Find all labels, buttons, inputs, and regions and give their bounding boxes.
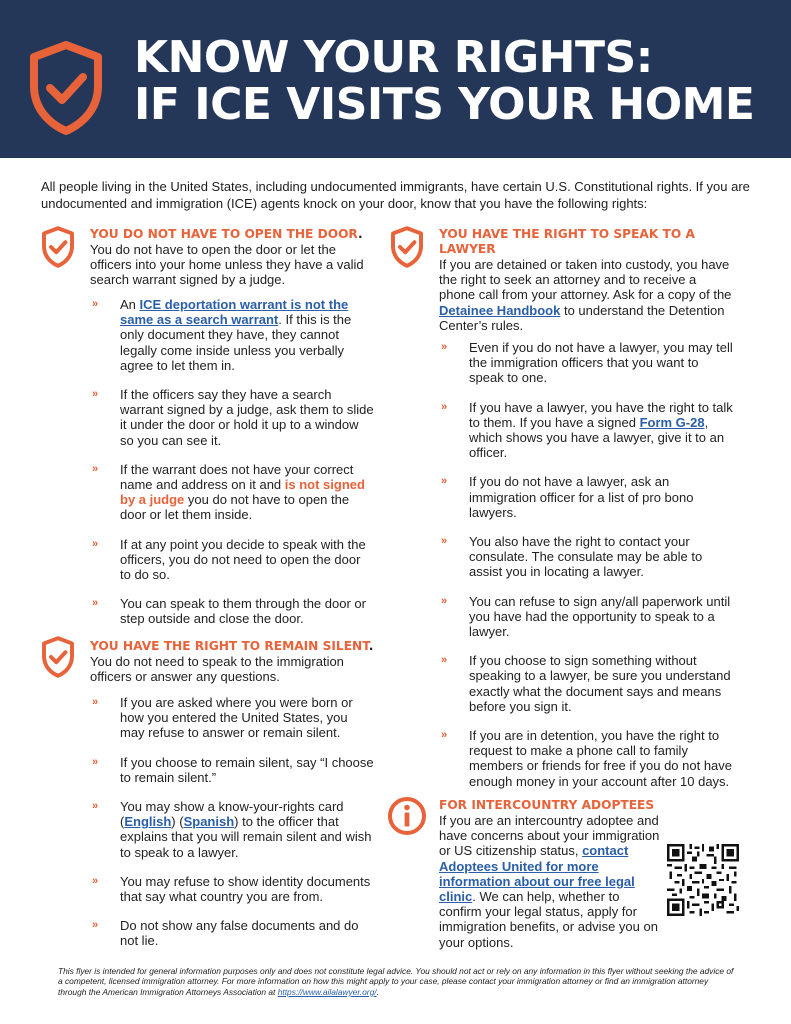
legal-disclaimer: This flyer is intended for general information purposes only and does not constitute legal advice. You should not act or rely on any information in this flyer without seeking the advice of a competent, licensed immigration attorney. For more information on how this might apply to your case, please contact your immigration attorney or find an immigration attorney through the American Immigration Attorneys Association at https://www.ailalawyer.org/. [58, 966, 734, 997]
section-text: You do not have to open the door or let the officers into your home unless they have a valid search warrant signed by a judge. [90, 242, 364, 288]
list-item: » If you are asked where you were born or how you entered the United States, you may refuse to answer or remain silent. [92, 695, 353, 741]
shield-check-icon [40, 636, 76, 678]
shield-check-icon [40, 226, 76, 268]
door-bullet-list [92, 297, 374, 627]
list-item: » If at any point you decide to speak with the officers, you do not need to open the door to do so. [92, 536, 366, 583]
qr-code-icon[interactable] [667, 844, 739, 916]
silent-bullet-list [92, 695, 374, 949]
section-text: You do not need to speak to the immigration officers or answer any questions. [90, 654, 344, 685]
list-item: » You may show a know-your-rights card (English) (Spanish) to the officer that explains that you will remain silent and wish to speak to a lawyer. [92, 799, 372, 860]
list-item: » If the officers say they have a search warrant signed by a judge, ask them to slide it under the door or hold it up to a window so you can see it. [92, 387, 374, 448]
section-heading: YOU DO NOT HAVE TO OPEN THE DOOR. [90, 227, 363, 241]
form-g28-link[interactable]: Form G-28 [639, 414, 705, 430]
lawyer-bullet-list [441, 340, 736, 789]
list-item: » If you choose to sign something without speaking to a lawyer, be sure you understand exactly what the document says and means before you sign it. [441, 653, 731, 714]
header-banner [0, 0, 791, 158]
list-item: » You can speak to them through the door or step outside and close the door. [92, 596, 366, 627]
section-speak-to-lawyer [439, 227, 735, 333]
detainee-handbook-link[interactable]: Detainee Handbook [439, 302, 561, 318]
section-intercountry-adoptees [439, 798, 664, 950]
section-heading: YOU HAVE THE RIGHT TO REMAIN SILENT. [90, 639, 374, 653]
adoptees-united-link[interactable]: contact Adoptees United for more information about our free legal clinic [439, 843, 635, 905]
warrant-link[interactable]: ICE deportation warrant is not the same as a search warrant [120, 297, 349, 328]
info-icon [387, 796, 427, 836]
section-open-door [90, 227, 380, 288]
section-heading: YOU HAVE THE RIGHT TO SPEAK TO A LAWYER [439, 227, 695, 256]
list-item: » If you choose to remain silent, say “I choose to remain silent.” [92, 754, 374, 785]
section-heading: FOR INTERCOUNTRY ADOPTEES [439, 798, 655, 812]
shield-check-icon [26, 40, 106, 136]
shield-check-icon [389, 226, 425, 268]
list-item: » You can refuse to sign any/all paperwork until you have had the opportunity to speak to a lawyer. [441, 593, 731, 640]
page-title [134, 34, 754, 128]
spanish-card-link[interactable]: Spanish [183, 814, 235, 830]
list-item: » If the warrant does not have your correct name and address on it and is not signed by a judge you do not have to open the door or let them inside. [92, 461, 365, 523]
list-item: » You may refuse to show identity documents that say what country you are from. [92, 873, 371, 905]
english-card-link[interactable]: English [124, 814, 172, 830]
section-text: If you are detained or taken into custody, you have the right to seek an attorney and to receive a phone call from your attorney. Ask for a copy of the Detainee Handbook to understand the Detention Center’s rules. [439, 257, 732, 333]
list-item: » Do not show any false documents and do not lie. [92, 918, 359, 949]
intro-paragraph: All people living in the United States, including undocumented immigrants, have certain U.S. Constitutional rights. If you are undocumented and immigration (ICE) agents knock on your door, know that you have the following rights: [41, 179, 750, 211]
section-text: If you are an intercountry adoptee and have concerns about your immigration or US citizenship status, contact Adoptees United for more information about our free legal clinic. We can help, whether to confirm your legal status, apply for immigration benefits, or advise you on your options. [439, 813, 660, 950]
list-item: » If you have a lawyer, you have the right to talk to them. If you have a signed Form G-28, which shows you have a lawyer, give it to an officer. [441, 399, 733, 461]
list-item: » You also have the right to contact your consulate. The consulate may be able to assist you in locating a lawyer. [441, 534, 703, 580]
list-item: » An ICE deportation warrant is not the same as a search warrant. If this is the only document they have, they cannot legally come inside unless you verbally agree to let them in. [92, 297, 352, 373]
title-line-1: KNOW YOUR RIGHTS: [134, 32, 653, 83]
list-item: » If you do not have a lawyer, ask an immigration officer for a list of pro bono lawyers. [441, 474, 694, 520]
section-remain-silent [90, 639, 385, 684]
aila-lawyer-link[interactable]: https://www.ailalawyer.org/ [277, 986, 377, 997]
title-line-2: IF ICE VISITS YOUR HOME [134, 79, 755, 130]
list-item: » If you are in detention, you have the right to request to make a phone call to family members or friends for free if you do not have enough money in your account after 10 days. [441, 728, 733, 789]
list-item: » Even if you do not have a lawyer, you may tell the immigration officers that you want to speak to one. [441, 340, 733, 386]
